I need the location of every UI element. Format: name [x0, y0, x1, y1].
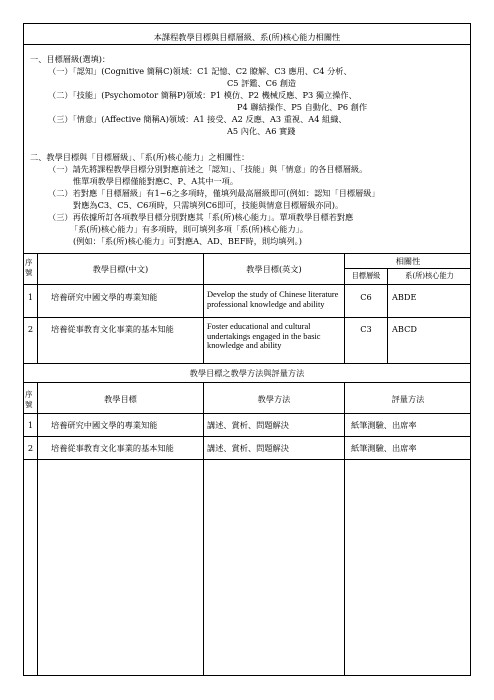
- section2-line: （三）再依據所訂各項教學目標分別對應其「系(所)核心能力」。單項教學目標若對應: [48, 212, 354, 222]
- table2-col-divider: [203, 382, 204, 676]
- table1-row2-no: 2: [27, 324, 34, 334]
- section2-line: 惟單項教學目標僅能對應C、P、A其中一項。: [73, 176, 239, 186]
- table1-rel-header: 相關性: [395, 256, 421, 266]
- table1-subheader-border: [344, 268, 471, 269]
- affective-line-cont: A5 內化、A6 實踐: [227, 126, 296, 136]
- table1-row1-level: C6: [360, 292, 372, 302]
- table2-row-border: [23, 436, 471, 437]
- table1-bottom-border: [23, 363, 471, 364]
- divider: [23, 44, 471, 45]
- section2-line: 「系(所)核心能力」有多項時，則可填列多項「系(所)核心能力」。: [70, 224, 308, 234]
- table1-row1-core: ABDE: [392, 292, 417, 302]
- table2-no-header: 序號: [25, 390, 33, 409]
- section2-heading: 二、教學目標與「目標層級」、「系(所)核心能力」之相關性：: [30, 152, 250, 162]
- table2-col-divider: [344, 382, 345, 676]
- affective-line: （三）「情意」(Affective 簡稱A)領域：A1 接受、A2 反應、A3 重視、A4 組織、: [48, 114, 347, 124]
- table2-row1-method: 講述、賞析、問題解決: [207, 420, 289, 430]
- table1-row1-en: Develop the study of Chinese literature professional knowledge and ability: [207, 290, 339, 309]
- table2-method-header: 教學方法: [257, 394, 291, 404]
- table2-row2-eval: 紙筆測驗、出席率: [351, 443, 417, 453]
- table2-row2-goal: 培養從事教育文化事業的基本知能: [51, 443, 174, 453]
- table1-top-border: [23, 253, 471, 254]
- table2-goal-header: 教學目標: [104, 394, 137, 404]
- table1-row1-no: 1: [27, 292, 34, 302]
- table2-row1-eval: 紙筆測驗、出席率: [351, 420, 417, 430]
- table1-level-header: 目標層級: [351, 271, 381, 280]
- cognitive-line: （一）「認知」(Cognitive 簡稱C)領域：C1 記憶、C2 瞭解、C3 應用、C4 分析、: [48, 66, 352, 76]
- table2-title-bottom: [23, 382, 471, 383]
- section2-line: （一）請先將課程教學目標分別對應前述之「認知」、「技能」與「情意」的各目標層級。: [48, 164, 368, 174]
- table1-zh-header: 教學目標(中文): [92, 264, 149, 274]
- table1-col-divider: [344, 253, 345, 363]
- table1-row2-level: C3: [360, 324, 372, 334]
- table1-core-header: 系(所)核心能力: [405, 271, 454, 280]
- table2-header-bottom: [23, 413, 471, 414]
- table2-row2-no: 2: [27, 443, 34, 453]
- table1-no-header: 序號: [25, 258, 33, 277]
- table2-col-divider: [37, 382, 38, 676]
- psychomotor-line-cont: P4 聯結操作、P5 自動化、P6 創作: [237, 102, 368, 112]
- table2-row1-goal: 培養研究中國文學的專業知能: [51, 420, 158, 430]
- header-title: 本課程教學目標與目標層級、系(所)核心能力相關性: [153, 32, 341, 42]
- table1-row2-zh: 培養從事教育文化事業的基本知能: [51, 324, 174, 334]
- table1-col-divider: [387, 268, 388, 363]
- table1-en-header: 教學目標(英文): [246, 264, 302, 274]
- table1-row2-en: Foster educational and cultural undertakings engaged in the basic knowledge and ability: [207, 322, 321, 350]
- table2-eval-header: 評量方法: [391, 394, 425, 404]
- psychomotor-line: （二）「技能」(Psychomotor 簡稱P)領域：P1 模仿、P2 機械反應、P3 獨立操作、: [48, 90, 357, 100]
- table2-title: 教學目標之教學方法與評量方法: [189, 368, 305, 378]
- section2-line: (例如：「系(所)核心能力」可對應A、AD、BEF時，則均填列。): [73, 236, 302, 246]
- section1-heading: 一、目標層級(選填)：: [30, 54, 111, 64]
- section2-line: （二）若對應「目標層級」有1~6之多項時，僅填列最高層級即可(例如：認知「目標層級」: [48, 188, 380, 198]
- table2-row1-no: 1: [27, 420, 34, 430]
- table1-row-border: [23, 317, 471, 318]
- table1-row2-core: ABCD: [392, 324, 417, 334]
- table2-row2-method: 講述、賞析、問題解決: [207, 443, 289, 453]
- table2-row-border: [23, 459, 471, 460]
- section2-line: 對應為C3、C5、C6項時，只需填列C6即可，技能與情意目標層級亦同)。: [73, 200, 344, 210]
- cognitive-line-cont: C5 評鑑、C6 創造: [227, 78, 297, 88]
- table1-row1-zh: 培養研究中國文學的專業知能: [51, 292, 158, 302]
- table1-header-bottom: [23, 284, 471, 285]
